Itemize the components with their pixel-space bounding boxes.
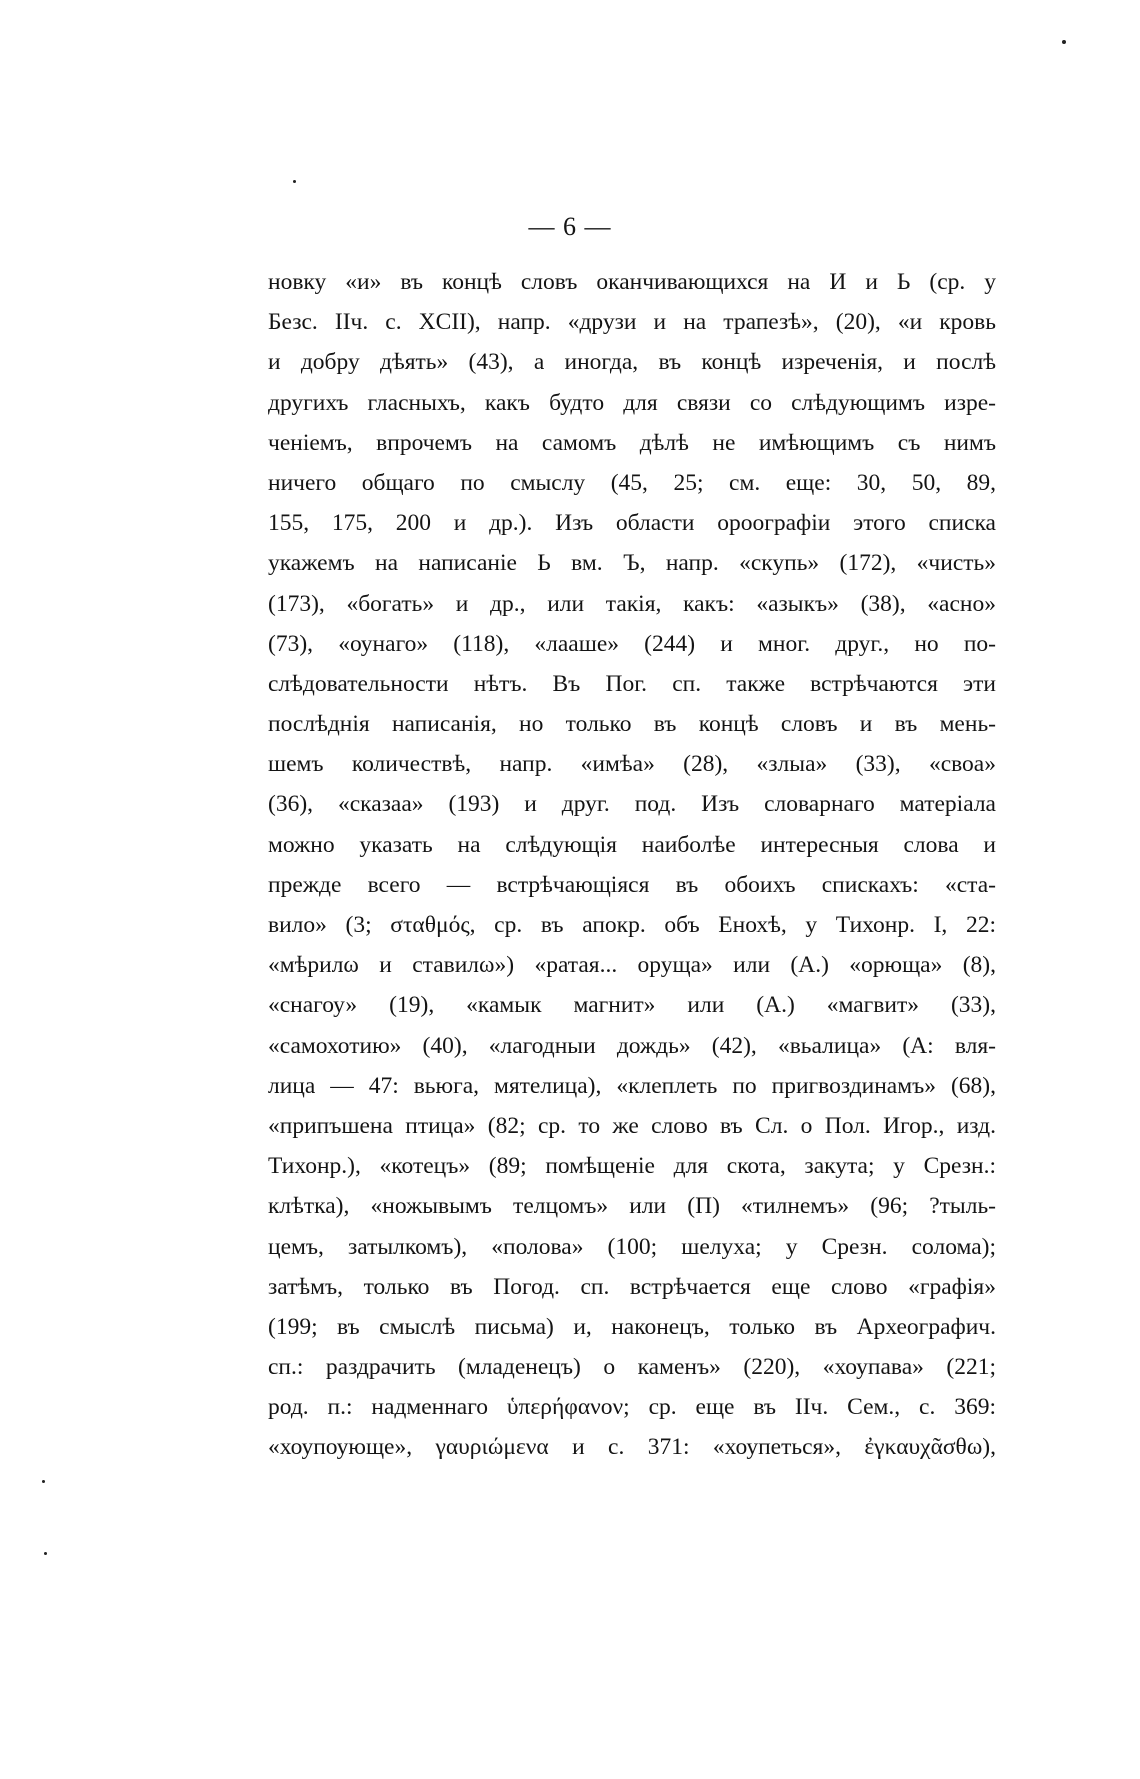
text-line: (199; въ смыслѣ письма) и, наконецъ, только въ Археографич. [268,1313,996,1340]
text-line: (173), «богать» и др., или такія, какъ: «азыкъ» (38), «асно» [268,590,996,617]
text-line: Тихонр.), «котецъ» (89; помѣщеніе для скота, закута; у Срезн.: [268,1153,996,1180]
text-line: клѣтка), «ножывымъ телцомъ» или (П) «тилнемъ» (96; ?тыль- [268,1193,996,1220]
text-line: укажемъ на написаніе Ь вм. Ъ, напр. «скупь» (172), «чисть» [268,550,996,577]
text-line: ченіемъ, впрочемъ на самомъ дѣлѣ не имѣющимъ съ нимъ [268,429,996,456]
text-line: новку «и» въ концѣ словъ оканчивающихся на И и Ь (ср. у [268,269,996,295]
text-line: «самохотию» (40), «лагодныи дождь» (42), «вьалица» (А: вля- [268,1032,996,1059]
text-line: прежде всего — встрѣчающіяся въ обоихъ спискахъ: «ста- [268,871,996,898]
body-text [268,262,996,1468]
text-line: послѣднія написанія, но только въ концѣ словъ и въ мень- [268,711,996,738]
text-line: сп.: раздрачить (младенецъ) о каменъ» (220), «хоупава» (221; [268,1354,996,1381]
text-line: затѣмъ, только въ Погод. сп. встрѣчается еще слово «графія» [268,1273,996,1300]
text-line: и добру дѣять» (43), а иногда, въ концѣ изреченія, и послѣ [268,349,996,376]
scan-speck [1062,40,1066,44]
text-line: «хоупоующе», γαυριώμενα и с. 371: «хоупеться», ἐγκαυχᾶσθω), [268,1434,996,1461]
text-line: лица — 47: вьюга, мятелица), «клеплеть по пригвоздинамъ» (68), [268,1072,996,1099]
text-line: шемъ количествѣ, напр. «имѣа» (28), «злыа» (33), «своа» [268,751,996,778]
text-line: можно указать на слѣдующія наиболѣе интересныя слова и [268,831,996,858]
text-line: ничего общаго по смыслу (45, 25; см. еще: 30, 50, 89, [268,469,996,496]
scan-speck [44,1552,47,1555]
text-line: «снагоу» (19), «камык магнит» или (А.) «магвит» (33), [268,992,996,1019]
text-line: (36), «сказаа» (193) и друг. под. Изъ словарнаго матеріала [268,791,996,818]
text-line: 155, 175, 200 и др.). Изъ области ороографіи этого списка [268,510,996,537]
text-line: «припъшена птица» (82; ср. то же слово въ Сл. о Пол. Игор., изд. [268,1112,996,1139]
page-number: — 6 — [528,212,612,241]
scan-speck [293,180,296,183]
text-line: слѣдовательности нѣтъ. Въ Пог. сп. также встрѣчаются эти [268,670,996,697]
text-line: вило» (3; σταθμός, ср. въ апокр. объ Енохѣ, у Тихонр. I, 22: [268,912,996,938]
text-line: другихъ гласныхъ, какъ будто для связи со слѣдующимъ изре- [268,389,996,416]
text-line: цемъ, затылкомъ), «полова» (100; шелуха; у Срезн. солома); [268,1233,996,1260]
text-line: «мѣрилω и ставилω») «ратая... оруща» или (А.) «орюща» (8), [268,952,996,979]
text-line: Безс. IIч. с. XCII), напр. «друзи и на трапезѣ», (20), «и кровь [268,309,996,336]
text-line: род. п.: надменнаго ὑπερήφανον; ср. еще въ IIч. Сем., с. 369: [268,1394,996,1421]
scan-speck [42,1480,45,1483]
text-line: (73), «оунаго» (118), «лааше» (244) и мног. друг., но по- [268,630,996,657]
